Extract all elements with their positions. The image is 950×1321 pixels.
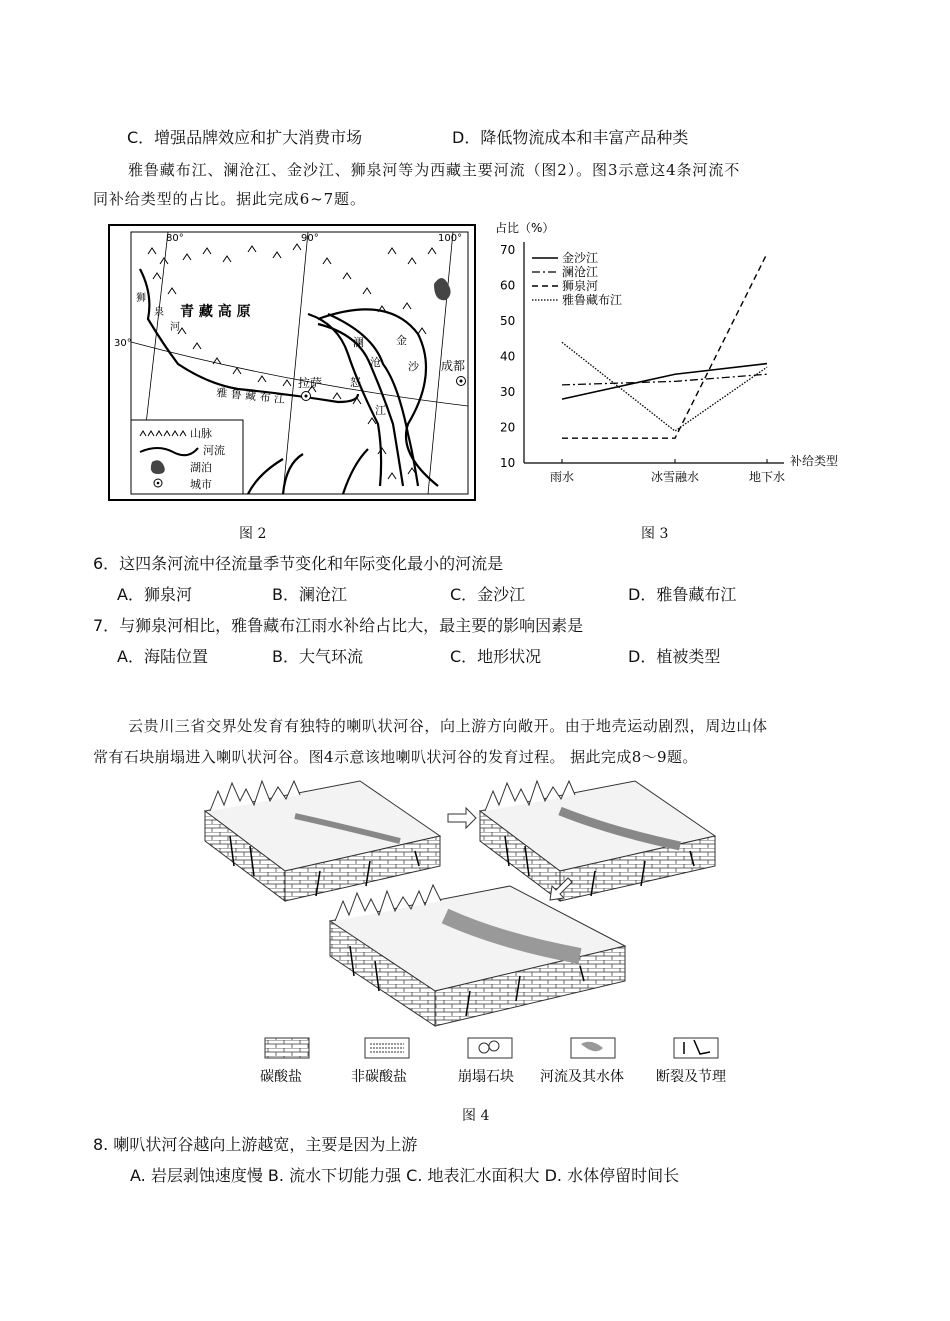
figure-2-caption: 图 2	[239, 526, 267, 542]
river-label: 沙	[408, 360, 419, 373]
x-axis-label: 补给类型	[790, 454, 839, 468]
lon-label-90: 90°	[301, 233, 319, 244]
legend-label: 崩塌石块	[458, 1069, 514, 1085]
legend-label: 山脉	[190, 427, 212, 440]
y-tick-label: 50	[500, 314, 516, 328]
q5-option-c: C．增强品牌效应和扩大消费市场	[127, 128, 363, 147]
block-diagram-stage-2	[480, 781, 715, 901]
q6-option-b: B．澜沧江	[272, 585, 347, 604]
q7-option-a: A．海陆位置	[117, 647, 208, 666]
q7-option-c: C．地形状况	[450, 647, 542, 666]
question-6-stem: 6．这四条河流中径流量季节变化和年际变化最小的河流是	[93, 554, 504, 573]
river-label: 河	[170, 322, 180, 333]
city-label-chengdu: 成都	[441, 359, 466, 373]
legend-label: 城市	[190, 478, 212, 491]
q7-option-b: B．大气环流	[272, 647, 363, 666]
x-tick-label: 冰雪融水	[650, 470, 700, 484]
river-label: 江	[375, 404, 386, 417]
figure-3-chart	[492, 218, 862, 493]
legend-label: 碳酸盐	[260, 1069, 302, 1085]
intro-paragraph-line: 云贵川三省交界处发育有独特的喇叭状河谷，向上游方向敞开。由于地壳运动剧烈，周边山体	[128, 717, 768, 735]
river-label: 泉	[154, 307, 164, 318]
figure-2-map	[108, 224, 476, 501]
legend-label: 狮泉河	[562, 279, 599, 293]
block-diagram-stage-1	[205, 781, 440, 901]
q6-option-d: D．雅鲁藏布江	[628, 585, 737, 604]
river-label: 金	[396, 334, 407, 347]
lon-label-100: 100°	[438, 233, 463, 244]
legend-label: 河流及其水体	[540, 1069, 624, 1085]
y-tick-label: 70	[500, 243, 516, 257]
river-label: 怒	[350, 376, 361, 389]
river-label: 沧	[370, 356, 381, 369]
arrow-right-icon	[448, 808, 476, 828]
x-tick-label: 雨水	[549, 470, 575, 484]
question-8-stem: 8. 喇叭状河谷越向上游越宽，主要是因为上游	[93, 1135, 418, 1154]
map-legend	[131, 420, 243, 494]
y-tick-label: 40	[500, 349, 516, 364]
river-label-yarlung: 雅 鲁 藏 布 江	[215, 386, 286, 407]
figure-4-caption: 图 4	[462, 1108, 490, 1124]
legend-label: 雅鲁藏布江	[562, 293, 623, 307]
figure-4-legend	[260, 1038, 726, 1085]
legend-label: 湖泊	[190, 461, 212, 474]
y-tick-label: 10	[500, 456, 516, 470]
q8-options: A. 岩层剥蚀速度慢 B. 流水下切能力强 C. 地表汇水面积大 D. 水体停留时间长	[130, 1166, 680, 1185]
y-tick-label: 30	[500, 385, 516, 399]
q6-option-c: C．金沙江	[450, 585, 526, 604]
block-diagram-stage-3	[330, 885, 625, 1026]
y-axis-label: 占比（%）	[495, 221, 555, 235]
x-tick-label: 地下水	[748, 470, 786, 484]
river-label: 狮	[136, 293, 146, 304]
intro-paragraph-line: 雅鲁藏布江、澜沧江、金沙江、狮泉河等为西藏主要河流（图2）。图3示意这4条河流不	[128, 161, 741, 179]
series-line-4	[562, 342, 767, 431]
y-tick-label: 20	[500, 420, 516, 435]
river-label: 澜	[353, 336, 364, 349]
lat-label-30: 30°	[114, 338, 132, 349]
lon-label-80: 80°	[166, 233, 184, 244]
q5-option-d: D．降低物流成本和丰富产品种类	[452, 128, 689, 147]
intro-paragraph-line: 常有石块崩塌进入喇叭状河谷。图4示意该地喇叭状河谷的发育过程。 据此完成8～9题。	[93, 748, 698, 766]
y-tick-label: 60	[500, 278, 516, 293]
figure-4-diagram	[200, 776, 740, 1091]
q6-option-a: A．狮泉河	[117, 585, 192, 604]
legend-label: 非碳酸盐	[351, 1069, 407, 1085]
figure-3-caption: 图 3	[641, 526, 669, 542]
question-7-stem: 7．与狮泉河相比，雅鲁藏布江雨水补给占比大，最主要的影响因素是	[93, 616, 584, 635]
legend-label: 河流	[203, 444, 225, 457]
city-label-lhasa: 拉萨	[298, 376, 323, 390]
plateau-label: 青 藏 高 原	[180, 304, 251, 320]
intro-paragraph-line: 同补给类型的占比。据此完成6~7题。	[93, 190, 366, 208]
legend-label: 断裂及节理	[656, 1069, 726, 1085]
legend-label: 澜沧江	[562, 265, 599, 279]
legend-label: 金沙江	[562, 251, 599, 265]
q7-option-d: D．植被类型	[628, 647, 721, 666]
